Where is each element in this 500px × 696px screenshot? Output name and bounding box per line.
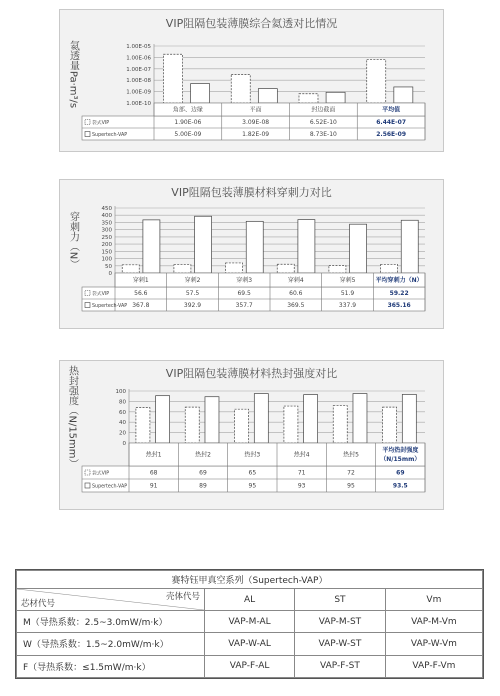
data-label: 65 (248, 469, 257, 477)
y-tick-label: 1.00E-09 (126, 89, 151, 96)
data-label: 71 (297, 469, 306, 477)
data-label: 367.8 (132, 302, 150, 310)
spec-table-panel (15, 569, 484, 679)
table-cell: VAP-M-Vm (385, 611, 482, 633)
category-label: 穿刺2 (184, 277, 201, 285)
bar-pouch-vip (136, 408, 150, 443)
y-tick-label: 100 (115, 389, 126, 395)
data-label: 60.6 (289, 290, 303, 298)
legend-label: 袋式VIP (92, 471, 110, 477)
y-tick-label: 1.00E-08 (126, 78, 151, 85)
y-tick-label: 150 (101, 249, 112, 256)
chart-title: VIP阻隔包装薄膜材料穿刺力对比 (171, 186, 332, 199)
y-axis-label: 氦透量Pa·m³/s (67, 40, 79, 109)
bar-pouch-vip (174, 265, 191, 273)
data-label: 392.9 (183, 302, 202, 310)
bar-pouch-vip (381, 264, 398, 273)
helium-permeation-chart (60, 10, 443, 151)
legend-label: Supertech-VAP (92, 303, 128, 309)
y-tick-label: 300 (101, 227, 112, 234)
bar-supertech-vap (298, 220, 315, 273)
y-tick-label: 200 (101, 242, 112, 249)
heat-seal-chart (60, 361, 443, 509)
y-tick-label: 0 (122, 441, 126, 447)
data-label: 69 (396, 469, 405, 477)
data-label: 91 (149, 482, 158, 490)
data-label: 51.9 (340, 290, 355, 298)
bar-supertech-vap (254, 394, 268, 443)
y-axis-label: 热封强度（N/15mm） (66, 365, 78, 469)
table-cell: VAP-W-AL (205, 633, 295, 655)
row-label: W（导热系数：1.5~2.0mW/m·k） (17, 633, 205, 655)
category-label: 平面 (249, 106, 262, 114)
table-cell: VAP-F-ST (295, 655, 386, 677)
bar-pouch-vip (122, 265, 139, 273)
y-tick-label: 250 (101, 234, 112, 241)
y-tick-label: 0 (108, 271, 112, 277)
y-tick-label: 1.00E-07 (126, 66, 151, 73)
category-label: 封边截面 (311, 106, 336, 114)
data-label: 3.09E-08 (242, 119, 270, 127)
table-cell: VAP-F-AL (205, 655, 295, 677)
corner-shell-code: 壳体代号 (165, 592, 200, 602)
table-row (17, 611, 483, 633)
table-cell: VAP-F-Vm (385, 655, 482, 677)
category-label: 平均值 (382, 106, 401, 114)
data-label: 93 (297, 482, 306, 490)
puncture-force-chart (60, 180, 443, 328)
y-tick-label: 350 (101, 220, 112, 227)
data-label: 1.90E-06 (174, 119, 202, 127)
bar-supertech-vap (205, 397, 219, 443)
spec-table-corner (17, 589, 205, 611)
bar-pouch-vip (284, 406, 298, 443)
bar-supertech-vap (191, 84, 210, 103)
bar-supertech-vap (394, 87, 413, 103)
solid-box-icon (85, 303, 90, 308)
puncture-force-panel (59, 179, 444, 329)
data-label: 59.22 (389, 290, 409, 298)
spec-table-caption: 赛特钰甲真空系列（Supertech-VAP） (17, 571, 483, 589)
solid-box-icon (85, 132, 90, 137)
legend-label: Supertech-VAP (92, 484, 128, 490)
data-label: 69.5 (237, 290, 251, 298)
bar-pouch-vip (163, 54, 182, 103)
bar-pouch-vip (367, 60, 386, 103)
table-cell: VAP-M-AL (205, 611, 295, 633)
y-tick-label: 80 (119, 399, 126, 406)
table-row (17, 655, 483, 677)
data-label: 89 (199, 482, 207, 490)
data-label: 8.73E-10 (309, 131, 337, 139)
category-label: 穿刺4 (287, 277, 304, 285)
category-label-unit: （N/15mm） (380, 456, 421, 463)
y-tick-label: 450 (101, 206, 112, 212)
data-label: 357.7 (235, 302, 253, 310)
data-label: 1.82E-09 (242, 131, 270, 139)
y-axis-label: 穿刺力（N） (67, 211, 79, 270)
heat-seal-panel (59, 360, 444, 510)
table-cell: VAP-M-ST (295, 611, 386, 633)
y-tick-label: 60 (119, 409, 126, 416)
bar-pouch-vip (299, 94, 318, 103)
category-label: 穿刺5 (339, 277, 356, 285)
bar-pouch-vip (235, 409, 249, 443)
data-label: 6.44E-07 (376, 119, 406, 127)
data-label: 72 (347, 469, 355, 477)
bar-supertech-vap (350, 224, 367, 273)
chart-title: VIP阻隔包装薄膜材料热封强度对比 (165, 367, 338, 380)
column-header-al: AL (205, 589, 295, 611)
bar-supertech-vap (156, 396, 170, 443)
bar-pouch-vip (333, 406, 347, 443)
chart-title: VIP阻隔包装薄膜综合氦透对比情况 (165, 17, 338, 30)
category-label: 热封2 (195, 451, 211, 459)
category-label: 热封5 (343, 451, 359, 459)
category-label: 热封1 (145, 451, 162, 459)
data-label: 93.5 (392, 482, 408, 490)
row-label: M（导热系数：2.5~3.0mW/m·k） (17, 611, 205, 633)
solid-box-icon (85, 483, 90, 488)
dashed-box-icon (85, 470, 90, 475)
data-label: 68 (149, 469, 158, 477)
y-tick-label: 40 (119, 420, 126, 427)
data-label: 6.52E-10 (309, 119, 337, 127)
bar-supertech-vap (401, 220, 418, 273)
category-label: 热封3 (244, 451, 261, 459)
table-cell: VAP-W-ST (295, 633, 386, 655)
bar-pouch-vip (185, 407, 199, 443)
category-label: 穿刺1 (132, 277, 149, 285)
data-label: 369.5 (287, 302, 305, 310)
data-label: 56.6 (134, 290, 148, 298)
column-header-st: ST (295, 589, 386, 611)
corner-core-code: 芯材代号 (21, 599, 56, 609)
data-label: 95 (347, 482, 355, 490)
helium-permeation-panel (59, 9, 444, 152)
column-header-vm: Vm (385, 589, 482, 611)
data-label: 69 (199, 469, 207, 477)
y-tick-label: 20 (119, 430, 126, 437)
data-label: 365.16 (387, 302, 411, 310)
category-label: 角部、边缘 (172, 106, 203, 114)
legend-label: 袋式VIP (92, 291, 110, 297)
row-label: F（导热系数：≤1.5mW/m·k） (17, 655, 205, 677)
bar-supertech-vap (402, 394, 416, 443)
data-label: 57.5 (185, 290, 200, 298)
data-label: 95 (248, 482, 257, 490)
bar-supertech-vap (353, 394, 367, 443)
legend-label: 袋式VIP (92, 120, 110, 126)
data-label: 5.00E-09 (174, 131, 202, 139)
bar-supertech-vap (195, 216, 212, 273)
bar-supertech-vap (143, 220, 160, 273)
bar-supertech-vap (246, 221, 263, 273)
bar-pouch-vip (383, 407, 397, 443)
bar-supertech-vap (258, 89, 277, 103)
table-row (17, 633, 483, 655)
y-tick-label: 1.00E-10 (126, 101, 151, 107)
legend-label: Supertech-VAP (92, 132, 128, 138)
category-label: 平均热封强度 (382, 447, 419, 454)
dashed-box-icon (85, 291, 90, 296)
y-tick-label: 400 (101, 213, 112, 220)
bar-supertech-vap (304, 395, 318, 443)
data-label: 337.9 (338, 302, 357, 310)
bar-pouch-vip (277, 264, 294, 273)
category-label: 穿刺3 (236, 277, 253, 285)
y-tick-label: 1.00E-05 (126, 44, 151, 50)
bar-pouch-vip (226, 263, 243, 273)
dashed-box-icon (85, 120, 90, 125)
y-tick-label: 50 (105, 263, 112, 270)
y-tick-label: 1.00E-06 (126, 55, 151, 62)
table-cell: VAP-W-Vm (385, 633, 482, 655)
bar-pouch-vip (329, 266, 346, 273)
spec-table (16, 570, 483, 678)
bar-pouch-vip (231, 75, 250, 103)
y-tick-label: 100 (101, 256, 112, 263)
category-label: 平均穿刺力（N） (375, 277, 423, 285)
category-label: 热封4 (293, 451, 310, 459)
data-label: 2.56E-09 (376, 131, 406, 139)
bar-supertech-vap (326, 92, 345, 103)
